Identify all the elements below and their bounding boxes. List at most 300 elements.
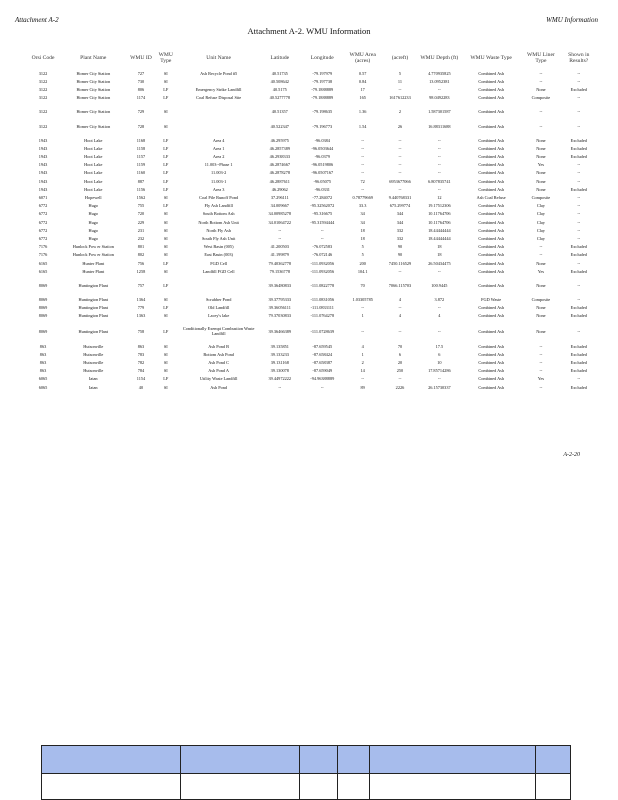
table-cell: None xyxy=(536,328,546,334)
table-cell: 8069 xyxy=(38,297,48,303)
table-cell: Coal Pile Runoff Pond xyxy=(199,195,239,201)
table-cell: -- xyxy=(398,305,402,311)
table-cell: Clay xyxy=(536,203,545,209)
table-cell: Hugo xyxy=(88,203,99,209)
table-cell: Combined Ash xyxy=(478,109,504,115)
table-row xyxy=(28,85,598,93)
table-cell: Hutsonville xyxy=(83,368,104,374)
table-cell: 46.2857389 xyxy=(269,145,290,151)
table-cell: None xyxy=(536,137,546,143)
table-cell: 779 xyxy=(137,305,145,311)
table-cell: LF xyxy=(163,376,169,382)
table-cell: Combined Ash xyxy=(478,351,504,357)
table-row xyxy=(28,304,598,312)
table-row xyxy=(28,161,598,169)
table-cell: 11.003--Phase 1 xyxy=(204,162,233,168)
table-cell: -- xyxy=(539,384,543,390)
table-cell: -96.0507167 xyxy=(311,170,334,176)
table-cell: 89 xyxy=(360,384,365,390)
table-cell: Yes xyxy=(537,268,545,274)
table-cell: SI xyxy=(163,343,168,349)
table-cell: 1364 xyxy=(136,297,146,303)
table-cell: 332 xyxy=(396,227,404,233)
table-cell: -- xyxy=(437,305,441,311)
table-cell: Excluded xyxy=(570,268,587,274)
table-cell: 231 xyxy=(137,227,145,233)
table-cell: 1.36 xyxy=(358,109,367,115)
table-cell: 3.872 xyxy=(434,297,445,303)
table-cell: SI xyxy=(163,78,168,84)
table-cell: 1943 xyxy=(38,162,48,168)
table-cell: LF xyxy=(163,260,169,266)
table-cell: 90 xyxy=(397,252,403,258)
table-cell: Homer City Station xyxy=(76,123,111,129)
table-row xyxy=(28,312,598,320)
table-cell: 41.200503 xyxy=(270,244,289,250)
table-row xyxy=(28,185,598,193)
table-cell: 3122 xyxy=(38,95,48,101)
column-header: (acreft) xyxy=(391,54,409,61)
table-cell: -- xyxy=(539,360,543,366)
table-cell: Bottom Ash Pond xyxy=(203,351,234,357)
table-cell: 4 xyxy=(398,313,402,319)
table-cell: 98.0492283 xyxy=(429,95,450,101)
table-cell: LF xyxy=(163,203,169,209)
table-cell: 39.135851 xyxy=(270,343,289,349)
table-cell: 18 xyxy=(437,244,442,250)
table-cell: Excluded xyxy=(570,244,587,250)
table-cell: Combined Ash xyxy=(478,86,504,92)
table-cell: -- xyxy=(437,145,441,151)
table-cell: Combined Ash xyxy=(478,78,504,84)
table-cell: 79.40362778 xyxy=(268,260,292,266)
table-cell: 5 xyxy=(361,252,364,258)
table-cell: 1156 xyxy=(136,186,146,192)
table-cell: -- xyxy=(398,268,402,274)
table-cell: SI xyxy=(163,384,168,390)
table-cell: 33.3 xyxy=(358,203,367,209)
table-row xyxy=(28,259,598,267)
header-left: Attachment A-2 xyxy=(15,16,59,24)
table-cell: 887 xyxy=(137,178,145,184)
table-cell: SI xyxy=(163,219,168,225)
table-cell: 1159 xyxy=(136,162,146,168)
table-row xyxy=(28,210,598,218)
table-cell: 39.37795333 xyxy=(268,297,292,303)
table-cell: Area 3 xyxy=(212,186,225,192)
table-cell: 11.003-2 xyxy=(211,170,227,176)
table-cell: Combined Ash xyxy=(478,70,504,76)
table-cell: 18 xyxy=(437,252,442,258)
table-cell: Combined Ash xyxy=(478,305,504,311)
table-cell: Combined Ash xyxy=(478,123,504,129)
table-row xyxy=(28,177,598,185)
table-cell: -- xyxy=(577,227,581,233)
table-cell: 79.37030833 xyxy=(268,313,292,319)
table-cell: 11 xyxy=(397,78,403,84)
table-cell: South Fly Ash Unit xyxy=(201,235,236,241)
table-cell: Scrubber Pond xyxy=(205,297,232,303)
table-cell: 5 xyxy=(361,244,364,250)
table-cell: Excluded xyxy=(570,360,587,366)
table-cell: LF xyxy=(163,170,169,176)
table-cell: 1943 xyxy=(38,178,48,184)
table-cell: -- xyxy=(539,70,543,76)
table-cell: Excluded xyxy=(570,351,587,357)
table-cell: -- xyxy=(437,162,441,168)
table-cell: Combined Ash xyxy=(478,145,504,151)
table-cell: -- xyxy=(320,384,324,390)
table-cell: -111.0932056 xyxy=(310,268,335,274)
table-cell: 6772 xyxy=(38,235,48,241)
table-cell: 3122 xyxy=(38,123,48,129)
table-cell: Combined Ash xyxy=(478,268,504,274)
table-cell: -- xyxy=(539,78,543,84)
table-cell: 801 xyxy=(137,244,145,250)
table-cell: -- xyxy=(398,137,402,143)
table-cell: Hoot Lake xyxy=(84,154,103,160)
table-cell: Area 1 xyxy=(212,145,225,151)
table-cell: -- xyxy=(577,328,581,334)
table-cell: None xyxy=(536,154,546,160)
table-row xyxy=(28,281,598,289)
table-cell: FGD Waste xyxy=(481,297,502,303)
table-cell: 41.199879 xyxy=(270,252,289,258)
table-cell: 20 xyxy=(397,360,403,366)
table-cell: Clay xyxy=(536,227,545,233)
header-right: WMU Information xyxy=(546,16,598,24)
table-cell: 26 xyxy=(397,123,403,129)
table-cell: 40.51735 xyxy=(271,70,288,76)
table-cell: Excluded xyxy=(570,343,587,349)
table-cell: -- xyxy=(361,376,365,382)
table-cell: 46.2938333 xyxy=(269,154,290,160)
table-cell: -95.31594444 xyxy=(310,219,335,225)
table-cell: 26.50434475 xyxy=(428,260,451,266)
table-divider xyxy=(337,746,338,799)
table-cell: 34 xyxy=(360,211,365,217)
table-cell: 1160 xyxy=(136,170,146,176)
table-cell: Hunlock Pow er Station xyxy=(72,244,114,250)
table-cell: None xyxy=(536,282,546,288)
column-header: WMU Depth (ft) xyxy=(420,54,459,61)
column-header: Orsi Code xyxy=(31,54,55,61)
table-cell: Combined Ash xyxy=(478,154,504,160)
table-cell: LF xyxy=(163,154,169,160)
table-cell: Hunter Plant xyxy=(82,268,105,274)
table-cell: Combined Ash xyxy=(478,376,504,382)
table-cell: LF xyxy=(163,328,169,334)
table-cell: -- xyxy=(398,328,402,334)
table-cell: -- xyxy=(577,376,581,382)
table-cell: Combined Ash xyxy=(478,244,504,250)
table-cell: 6.807835741 xyxy=(428,178,451,184)
table-cell xyxy=(178,122,259,130)
column-header: WMU ID xyxy=(130,54,152,61)
table-row xyxy=(28,94,598,102)
column-header: WMU Liner Type xyxy=(526,51,555,64)
table-cell: -- xyxy=(577,219,581,225)
table-cell: -96.05075 xyxy=(313,178,332,184)
table-cell: Coal Refuse Disposal Site xyxy=(196,95,242,101)
table-cell: Iatan xyxy=(88,376,98,382)
table-cell: Yes xyxy=(537,376,545,382)
table-cell: -79.197738 xyxy=(312,78,333,84)
table-cell: SI xyxy=(163,123,168,129)
table-cell: 26.15730337 xyxy=(428,384,451,390)
table-cell: Conditionally Exempt Combustion Waste Landfill xyxy=(182,326,255,337)
table-cell: SI xyxy=(163,244,168,250)
table-cell: Combined Ash xyxy=(478,178,504,184)
wmu-table xyxy=(28,47,598,391)
table-cell: Combined Ash xyxy=(478,328,504,334)
table-cell: -96.0331 xyxy=(314,186,330,192)
table-cell: SI xyxy=(163,227,168,233)
table-cell: -- xyxy=(577,203,581,209)
table-cell: 10.11764706 xyxy=(428,211,451,217)
table-cell: 18 xyxy=(360,235,365,241)
table-cell: 0.57 xyxy=(358,70,367,76)
table-cell: 4.770935825 xyxy=(428,70,451,76)
table-row xyxy=(28,108,598,116)
table-cell: -- xyxy=(361,162,365,168)
table-cell: 11.003-1 xyxy=(211,178,227,184)
table-row xyxy=(28,234,598,242)
table-row xyxy=(28,342,598,350)
table-cell: -- xyxy=(398,145,402,151)
table-cell: FGD Cell xyxy=(210,260,228,266)
table-cell: 14 xyxy=(360,368,365,374)
table-cell: Homer City Station xyxy=(76,86,111,92)
table-cell: 70 xyxy=(360,282,365,288)
table-cell: -96.0379 xyxy=(314,154,330,160)
table-cell: -- xyxy=(577,211,581,217)
table-cell: 40.522347 xyxy=(270,123,289,129)
table-cell: 756 xyxy=(137,260,145,266)
table-cell: Combined Ash xyxy=(478,260,504,266)
table-cell: 104.1 xyxy=(357,268,368,274)
table-cell: SI xyxy=(163,368,168,374)
table-cell: 46.295975 xyxy=(270,137,289,143)
table-cell: 1943 xyxy=(38,170,48,176)
table-cell: None xyxy=(536,178,546,184)
table-cell: 8069 xyxy=(38,305,48,311)
table-row xyxy=(28,169,598,177)
table-cell: LF xyxy=(163,162,169,168)
table-cell: 10 xyxy=(437,360,442,366)
table-cell: 40.5175 xyxy=(272,86,287,92)
table-cell: Excluded xyxy=(570,145,587,151)
table-cell: LF xyxy=(163,305,169,311)
table-cell: -- xyxy=(577,260,581,266)
table-cell: None xyxy=(536,305,546,311)
table-cell: 18.44444444 xyxy=(428,235,451,241)
table-row xyxy=(28,122,598,130)
table-cell: Ash Coal Refuse xyxy=(476,195,506,201)
table-cell: Hutsonville xyxy=(83,343,104,349)
table-cell: Combined Ash xyxy=(478,170,504,176)
table-cell: -- xyxy=(577,235,581,241)
table-cell: 6165 xyxy=(38,260,48,266)
table-cell: 39.44972222 xyxy=(268,376,292,382)
table-cell: -- xyxy=(361,154,365,160)
table-cell: 37.296111 xyxy=(270,195,289,201)
table-cell: -87.659545 xyxy=(312,343,333,349)
table-cell: Area 2 xyxy=(212,154,225,160)
table-cell: 2226 xyxy=(395,384,405,390)
table-cell: 6772 xyxy=(38,211,48,217)
table-cell: 39.36480833 xyxy=(268,282,292,288)
table-cell: 863 xyxy=(39,368,47,374)
table-cell: Landfill FGD Cell xyxy=(202,268,235,274)
table-cell: -77.284072 xyxy=(312,195,333,201)
table-cell: 783 xyxy=(137,351,145,357)
table-cell: Combined Ash xyxy=(478,203,504,209)
table-cell: LF xyxy=(163,137,169,143)
column-header: WMU Waste Type xyxy=(470,54,512,61)
table-cell: Hopewell xyxy=(84,195,102,201)
table-row xyxy=(28,367,598,375)
table-cell: Yes xyxy=(537,162,545,168)
table-cell: 1363 xyxy=(136,313,146,319)
table-cell: 0.78779669 xyxy=(352,195,373,201)
table-cell: -111.0764278 xyxy=(310,313,335,319)
table-cell: 40.51357 xyxy=(271,109,288,115)
table-cell: Excluded xyxy=(570,137,587,143)
table-cell: 3122 xyxy=(38,78,48,84)
table-cell: 39.36056111 xyxy=(268,305,291,311)
table-cell: 3122 xyxy=(38,109,48,115)
table-cell: 1943 xyxy=(38,145,48,151)
table-cell: 34.00985278 xyxy=(268,211,292,217)
table-row xyxy=(28,350,598,358)
table-cell: SI xyxy=(163,297,168,303)
table-cell: -- xyxy=(437,137,441,143)
table-cell: Composite xyxy=(531,95,551,101)
table-cell: 6071 xyxy=(38,195,48,201)
table-cell: 332 xyxy=(396,235,404,241)
table-cell: 344 xyxy=(396,219,404,225)
table-cell: 1.03305785 xyxy=(352,297,373,303)
table-cell: -- xyxy=(278,227,282,233)
table-cell: 6165 xyxy=(38,268,48,274)
table-row xyxy=(28,383,598,391)
table-cell: 6953677066 xyxy=(389,178,411,184)
table-cell: -- xyxy=(539,109,543,115)
table-row xyxy=(28,226,598,234)
table-cell: 39.133233 xyxy=(270,351,289,357)
table-cell: 1154 xyxy=(136,376,146,382)
table-cell: -- xyxy=(577,282,581,288)
table-cell: Hoot Lake xyxy=(84,186,103,192)
table-cell: Hutsonville xyxy=(83,360,104,366)
table-cell: 1168 xyxy=(136,137,146,143)
table-cell: Combined Ash xyxy=(478,95,504,101)
table-cell: Excluded xyxy=(570,368,587,374)
table-cell: LF xyxy=(163,86,169,92)
table-cell: 806 xyxy=(137,86,145,92)
table-cell: 4 xyxy=(398,297,402,303)
table-cell: Combined Ash xyxy=(478,313,504,319)
table-cell: 729 xyxy=(137,109,145,115)
column-header: Shown in Results? xyxy=(568,51,590,64)
table-cell: None xyxy=(536,86,546,92)
table-cell: 12 xyxy=(437,195,442,201)
table-cell: 863 xyxy=(39,343,47,349)
table-cell: LF xyxy=(163,95,169,101)
table-cell: Ash Pond A xyxy=(208,368,230,374)
column-header: Plant Name xyxy=(80,54,107,61)
table-cell: 1 xyxy=(361,313,364,319)
table-cell: 5 xyxy=(398,70,402,76)
table-cell: -- xyxy=(437,170,441,176)
table-cell: 34.01064722 xyxy=(268,219,292,225)
table-cell: Hoot Lake xyxy=(84,170,103,176)
table-cell: -- xyxy=(398,170,402,176)
table-cell: -- xyxy=(278,384,282,390)
table-cell: 758 xyxy=(137,328,145,334)
table-cell: -- xyxy=(437,328,441,334)
table-cell: -79.198635 xyxy=(312,109,333,115)
table-cell: Combined Ash xyxy=(478,227,504,233)
table-cell: Huntington Plant xyxy=(78,313,109,319)
table-cell: SI xyxy=(163,235,168,241)
table-cell: -- xyxy=(437,154,441,160)
table-cell: Utility Waste Landfill xyxy=(199,376,238,382)
table-cell: North Fly Ash xyxy=(206,227,231,233)
table-cell: -- xyxy=(577,123,581,129)
table-cell: 7450.116529 xyxy=(388,260,412,266)
table-cell: -- xyxy=(437,186,441,192)
table-divider xyxy=(180,746,181,799)
table-cell: 250 xyxy=(396,368,404,374)
table-cell: 70 xyxy=(397,343,403,349)
table-cell: -- xyxy=(577,109,581,115)
table-cell: 6065 xyxy=(38,376,48,382)
table-cell: South Bottom Ash xyxy=(202,211,235,217)
table-cell: LF xyxy=(163,282,169,288)
table-cell: 863 xyxy=(137,343,145,349)
table-row xyxy=(28,193,598,201)
table-cell: 3122 xyxy=(38,70,48,76)
table-cell: 728 xyxy=(137,123,145,129)
table-cell: 79.1536778 xyxy=(269,268,290,274)
table-cell: 6772 xyxy=(38,203,48,209)
table-cell: 16.88311688 xyxy=(428,123,451,129)
table-cell: 1174 xyxy=(136,95,146,101)
table-row xyxy=(28,77,598,85)
table-cell: 39.36466389 xyxy=(268,328,292,334)
table-divider xyxy=(369,746,370,799)
table-cell: Combined Ash xyxy=(478,368,504,374)
table-cell: LF xyxy=(163,186,169,192)
table-cell: None xyxy=(536,186,546,192)
table-cell: 755 xyxy=(137,203,145,209)
table-cell: -111.0728639 xyxy=(310,328,335,334)
table-row xyxy=(28,136,598,144)
table-cell: 6772 xyxy=(38,227,48,233)
table-cell: -- xyxy=(577,195,581,201)
table-cell: 2 xyxy=(398,109,402,115)
table-cell: -111.0822778 xyxy=(310,282,335,288)
table-cell: -79.197979 xyxy=(312,70,333,76)
table-cell: 232 xyxy=(137,235,145,241)
table-cell: Ash Pond B xyxy=(208,343,230,349)
table-header-row xyxy=(28,47,598,69)
table-cell: 6 xyxy=(398,351,402,357)
table-cell: -- xyxy=(539,123,543,129)
table-cell: SI xyxy=(163,351,168,357)
